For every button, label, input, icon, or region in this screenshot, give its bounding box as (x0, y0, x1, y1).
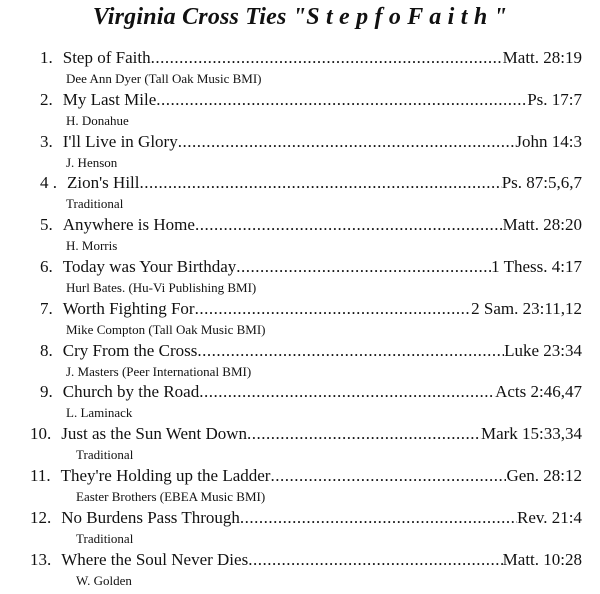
track-credit: Mike Compton (Tall Oak Music BMI) (66, 321, 266, 337)
track-number: 4 . (40, 173, 57, 193)
scripture-reference: John 14:3 (515, 131, 582, 151)
track-title: Church by the Road (62, 382, 200, 402)
scripture-reference: Luke 23:34 (504, 340, 582, 360)
track-line (40, 382, 582, 404)
track-line (30, 424, 582, 446)
track-number: 3. (40, 131, 53, 151)
scripture-reference: Matt. 28:19 (502, 48, 582, 67)
dot-leader (151, 48, 503, 68)
track-number: 13. (30, 549, 52, 569)
dot-leader (236, 257, 491, 277)
scripture-reference: Mark 15:33,34 (480, 424, 582, 444)
scripture-reference: Acts 2:46,47 (495, 382, 582, 402)
dot-leader (247, 424, 481, 444)
track-item (0, 173, 600, 215)
track-title: Worth Fighting For (62, 298, 195, 318)
track-item (0, 215, 600, 257)
track-line (40, 257, 582, 279)
track-number: 5. (40, 215, 53, 235)
track-item (0, 550, 600, 592)
dot-leader (195, 299, 472, 319)
dot-leader (240, 508, 517, 528)
track-line (30, 466, 582, 488)
track-number: 12. (30, 507, 52, 527)
track-number: 2. (40, 89, 53, 109)
track-credit: Easter Brothers (EBEA Music BMI) (76, 488, 266, 504)
dot-leader (197, 341, 504, 361)
dot-leader (199, 382, 495, 402)
scripture-reference: Ps. 87:5,6,7 (501, 173, 582, 193)
track-credit: L. Laminack (66, 405, 133, 421)
track-item (0, 508, 600, 550)
track-line (40, 215, 582, 237)
track-item (0, 299, 600, 341)
track-title: Where the Soul Never Dies (61, 549, 249, 569)
scripture-reference: Matt. 28:20 (502, 215, 582, 235)
dot-leader (156, 90, 527, 110)
track-title: Just as the Sun Went Down (61, 424, 248, 444)
track-title: My Last Mile (62, 89, 157, 109)
scripture-reference: Matt. 10:28 (502, 549, 582, 569)
dot-leader (139, 173, 501, 193)
track-title: Zion's Hill (67, 173, 140, 193)
track-credit: H. Morris (66, 238, 118, 254)
track-credit: Traditional (66, 196, 124, 212)
track-title: Step of Faith (62, 48, 151, 67)
track-credit: J. Henson (66, 154, 118, 170)
scripture-reference: 2 Sam. 23:11,12 (471, 298, 582, 318)
track-number: 1. (40, 48, 53, 67)
scripture-reference: Rev. 21:4 (516, 507, 582, 527)
track-line (40, 341, 582, 363)
track-line (40, 299, 582, 321)
track-credit: Dee Ann Dyer (Tall Oak Music BMI) (66, 71, 262, 86)
track-item (0, 90, 600, 132)
track-title: Anywhere is Home (62, 215, 195, 235)
scripture-reference: 1 Thess. 4:17 (491, 256, 582, 276)
track-title: Cry From the Cross (62, 340, 198, 360)
track-credit: H. Donahue (66, 112, 129, 128)
track-number: 7. (40, 298, 53, 318)
track-line (30, 550, 582, 572)
track-item (0, 132, 600, 174)
track-title: I'll Live in Glory (62, 131, 178, 151)
track-line (40, 132, 582, 154)
track-title: No Burdens Pass Through (61, 507, 240, 527)
track-item (0, 424, 600, 466)
track-item (0, 48, 600, 90)
track-number: 8. (40, 340, 53, 360)
track-line (40, 173, 582, 195)
track-credit: J. Masters (Peer International BMI) (66, 363, 252, 379)
dot-leader (195, 215, 503, 235)
track-item (0, 257, 600, 299)
track-title: Today was Your Birthday (62, 256, 237, 276)
track-number: 9. (40, 382, 53, 402)
track-line (40, 48, 582, 70)
track-number: 11. (30, 465, 51, 485)
scripture-reference: Ps. 17:7 (527, 89, 582, 109)
track-number: 6. (40, 256, 53, 276)
track-credit: W. Golden (76, 572, 132, 588)
track-list (0, 48, 600, 591)
dot-leader (178, 132, 516, 152)
album-title: Virginia Cross Ties "S t e p f o F a i t h " (92, 4, 508, 30)
track-line (30, 508, 582, 530)
track-credit: Hurl Bates. (Hu-Vi Publishing BMI) (66, 279, 257, 295)
track-credit: Traditional (76, 530, 134, 546)
dot-leader (248, 550, 502, 570)
track-credit: Traditional (76, 447, 134, 463)
track-line (40, 90, 582, 112)
track-title: They're Holding up the Ladder (60, 465, 271, 485)
track-number: 10. (30, 424, 52, 444)
track-item (0, 382, 600, 424)
track-item (0, 466, 600, 508)
dot-leader (270, 466, 506, 486)
scripture-reference: Gen. 28:12 (506, 465, 582, 485)
track-item (0, 341, 600, 383)
